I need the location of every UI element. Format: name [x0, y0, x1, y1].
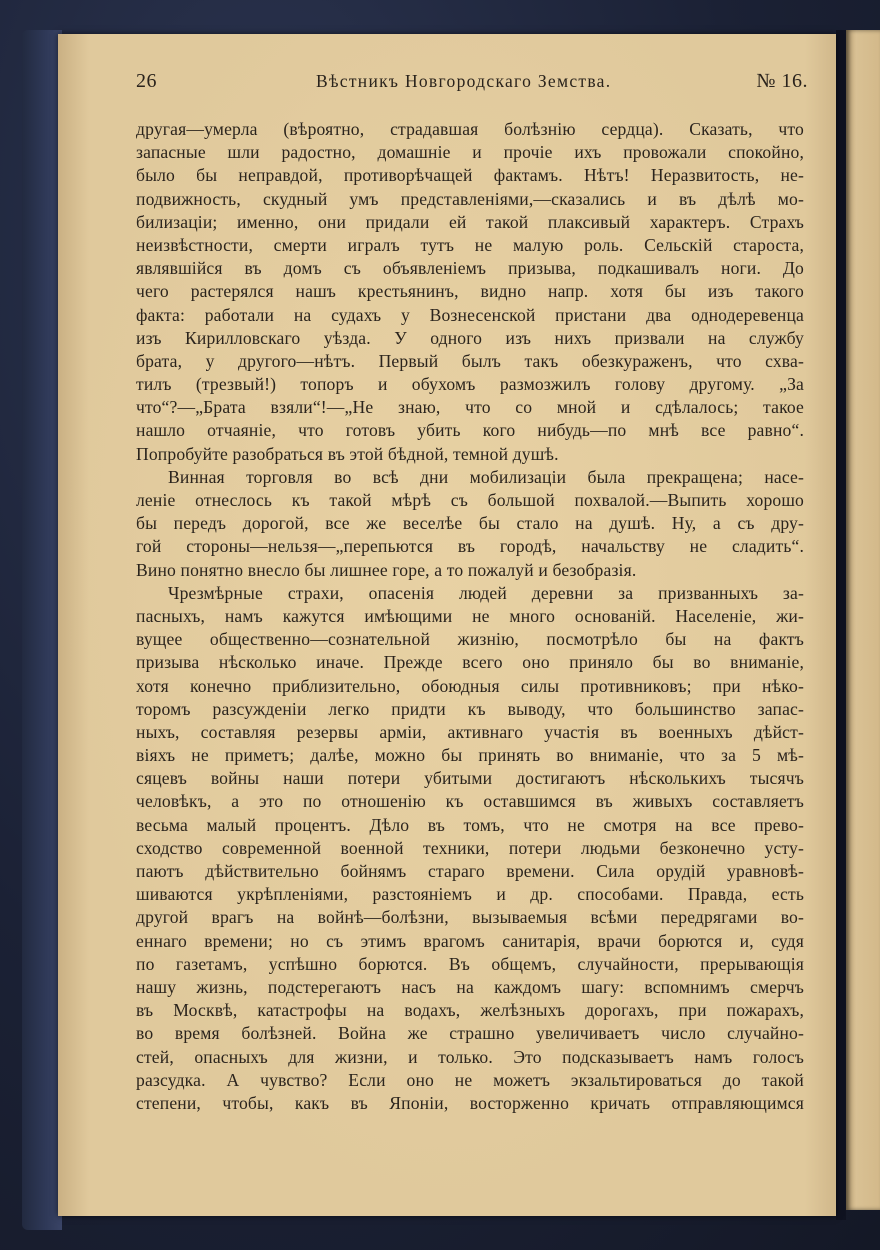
text-line: во время болѣзней. Война же страшно увеличиваетъ число случайно- [136, 1023, 804, 1044]
text-line: нашу жизнь, подстерегаютъ насъ на каждомъ шагу: вспомнимъ смерчъ [136, 976, 804, 997]
page-header [58, 70, 836, 100]
text-line: гой стороны—нельзя—„перепьются въ городѣ, начальству не сладить“. [136, 536, 804, 557]
text-line: другой врагъ на войнѣ—болѣзни, вызываемыя всѣми передрягами во- [136, 907, 804, 928]
book-page [58, 34, 836, 1216]
text-line: по газетамъ, успѣшно борются. Въ общемъ, случайности, прерывающія [136, 953, 804, 974]
text-line: человѣкъ, а это по отношенію къ оставшимся въ живыхъ составляетъ [136, 791, 804, 812]
text-line: запасные шли радостно, домашніе и прочіе ихъ провожали спокойно, [136, 142, 804, 163]
text-line: билизаціи; именно, они придали ей такой плаксивый характеръ. Страхъ [136, 211, 804, 232]
text-line: разсудка. А чувство? Если оно не можетъ экзальтироваться до такой [136, 1069, 804, 1090]
text-line: неизвѣстности, смерти игралъ тутъ не малую роль. Сельскій староста, [136, 234, 804, 255]
next-page-edge [846, 30, 880, 1210]
text-line: брата, у другого—нѣтъ. Первый былъ такъ обезкураженъ, что схва- [136, 350, 804, 371]
text-line: шиваются укрѣпленіями, разстояніемъ и др. способами. Правда, есть [136, 884, 804, 905]
text-line: Винная торговля во всѣ дни мобилизаціи была прекращена; насе- [168, 466, 804, 487]
text-line: леніе отнеслось къ такой мѣрѣ съ большой похвалой.—Выпить хорошо [136, 490, 804, 510]
text-line: тилъ (трезвый!) топоръ и обухомъ размозжилъ голову другому. „За [136, 374, 804, 395]
text-line: Вино понятно внесло бы лишнее горе, а то пожалуй и безобразія. [136, 559, 637, 580]
issue-number: № 16. [756, 70, 808, 92]
text-line: сходство современной военной техники, потери людьми безконечно усту- [136, 837, 804, 858]
text-line: хотя конечно приблизительно, обоюдныя силы противниковъ; при нѣко- [136, 675, 804, 696]
text-line: въ Москвѣ, катастрофы на водахъ, желѣзныхъ дорогахъ, при пожарахъ, [136, 1000, 804, 1021]
text-line: являвшійся въ домъ съ объявленіемъ призыва, подкашивалъ ноги. До [136, 258, 804, 279]
book-gutter [836, 30, 846, 1220]
text-line: віяхъ не приметъ; далѣе, можно бы принять во вниманіе, что за 5 мѣ- [136, 745, 804, 766]
text-line: другая—умерла (вѣроятно, страдавшая болѣзнію сердца). Сказать, что [136, 119, 804, 139]
text-line: Попробуйте разобраться въ этой бѣдной, темной душѣ. [136, 443, 559, 464]
text-line: было бы неправдой, противорѣчащей фактамъ. Нѣтъ! Неразвитость, не- [136, 165, 804, 186]
text-line: стей, опасныхъ для жизни, и только. Это подсказываетъ намъ голосъ [136, 1046, 804, 1067]
text-line: бы передъ дорогой, все же веселѣе бы стало на душѣ. Ну, а съ дру- [136, 513, 804, 534]
book-spine-edge [22, 30, 62, 1230]
text-line: подвижность, скудный умъ представленіями,—сказались и въ дѣлѣ мо- [136, 188, 804, 209]
text-line: чего растерялся нашъ крестьянинъ, видно напр. хотя бы изъ такого [136, 281, 804, 302]
page-number: 26 [136, 70, 157, 92]
text-line: ныхъ, составляя резервы арміи, активнаго участія въ военныхъ дѣйст- [136, 721, 804, 742]
text-line: изъ Кирилловскаго уѣзда. У одного изъ нихъ призвали на службу [136, 327, 804, 348]
running-title: Вѣстникъ Новгородскаго Земства. [316, 71, 612, 91]
text-line: степени, чтобы, какъ въ Японіи, восторженно кричать отправляющимся [136, 1092, 804, 1113]
text-line: вущее общественно—сознательной жизнію, посмотрѣло бы на фактъ [136, 629, 804, 650]
text-line: сяцевъ войны наши потери убитыми достигаютъ нѣсколькихъ тысячъ [136, 768, 804, 789]
text-line: весьма малый процентъ. Дѣло въ томъ, что не смотря на все прево- [136, 814, 804, 835]
text-line: торомъ разсужденіи легко придти къ выводу, что большинство запас- [136, 698, 804, 719]
text-line: что“?—„Брата взяли“!—„Не знаю, что со мной и сдѣлалось; такое [136, 397, 804, 418]
text-line: призыва нѣсколько иначе. Прежде всего оно приняло бы во вниманіе, [136, 652, 804, 673]
text-line: факта: работали на судахъ у Вознесенской пристани два однодеревенца [136, 304, 804, 325]
body-text [136, 118, 804, 1115]
text-line: еннаго времени; но съ этимъ врагомъ санитарія, врачи борются и, судя [136, 930, 804, 951]
text-line: нашло отчаяніе, что готовъ убить кого нибудь—по мнѣ все равно“. [136, 420, 804, 441]
text-line: паютъ дѣйствительно бойнямъ стараго времени. Сила орудій уравновѣ- [136, 861, 804, 881]
text-line: Чрезмѣрные страхи, опасенія людей деревни за призванныхъ за- [168, 582, 804, 603]
text-line: пасныхъ, намъ кажутся имѣющими не много основаній. Населеніе, жи- [136, 605, 804, 626]
